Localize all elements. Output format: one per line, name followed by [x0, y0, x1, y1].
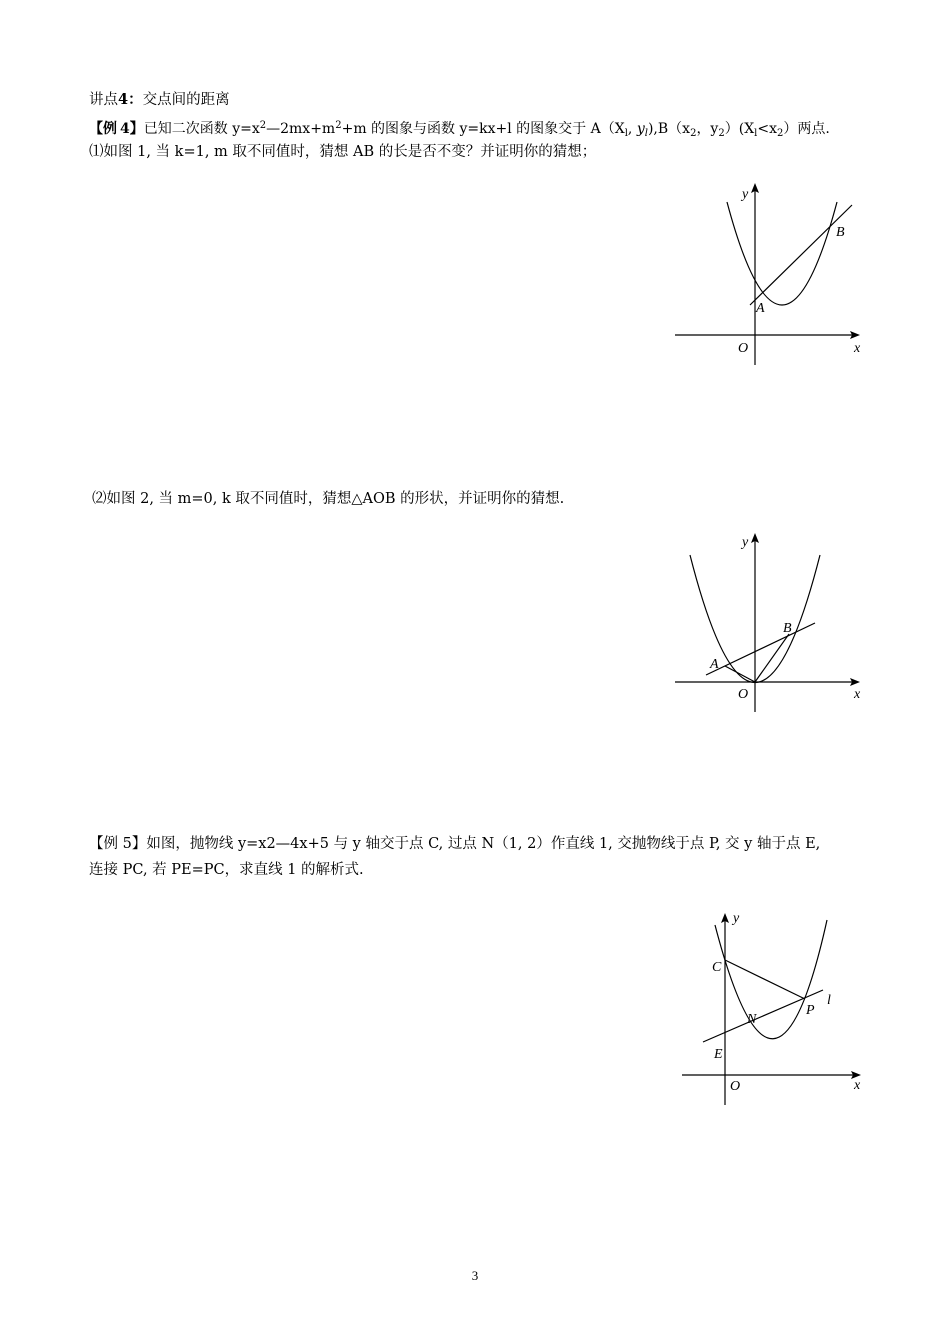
fig1-label-y: y — [742, 187, 749, 202]
fig1-label-x: x — [854, 341, 861, 356]
figure-2 — [670, 530, 870, 720]
fig2-label-b: B — [783, 621, 792, 636]
example4-statement — [89, 116, 830, 144]
figure-1 — [670, 180, 870, 370]
ex4-text: ),B（x — [647, 121, 691, 137]
fig3-label-n: N — [747, 1012, 757, 1027]
fig3-label-l: l — [827, 993, 831, 1008]
fig2-label-o: O — [738, 687, 749, 702]
example4-tag-open: 【例 — [89, 121, 117, 137]
fig1-parabola — [727, 202, 837, 305]
ex4-sub: 2 — [777, 128, 784, 139]
fig3-label-o: O — [730, 1079, 741, 1094]
example4-question1: ⑴如图 1, 当 k=1, m 取不同值时，猜想 AB 的长是否不变？并证明你的猜想； — [89, 144, 597, 160]
fig2-axes — [675, 538, 855, 712]
fig2-segment-oa — [725, 666, 755, 682]
ex4-sub: l — [754, 128, 758, 139]
fig1-line — [750, 205, 852, 305]
ex4-text: , — [627, 121, 633, 137]
ex4-sup: 2 — [335, 120, 342, 131]
ex4-sup: 2 — [259, 120, 267, 131]
ex4-text: ，y — [696, 121, 719, 137]
fig3-label-c: C — [712, 960, 722, 975]
section-heading — [89, 90, 230, 110]
fig3-label-y: y — [733, 911, 740, 926]
ex4-italic: y — [636, 121, 645, 137]
ex4-text: —2mx+m — [266, 121, 336, 137]
section-title: 交点间的距离 — [142, 92, 230, 108]
ex4-text: <x — [757, 121, 778, 137]
example4-tag-num: 4 — [120, 121, 130, 137]
ex4-sub: l — [644, 128, 648, 139]
ex4-text: +m 的图象与函数 y=kx+l 的图象交于 A（X — [341, 121, 625, 137]
fig2-label-a: A — [710, 657, 719, 672]
section-label: 讲点 — [89, 92, 118, 108]
page-number: 3 — [471, 1268, 479, 1283]
ex4-sub: 2 — [718, 128, 725, 139]
ex4-sub: l — [624, 128, 628, 139]
fig2-label-x: x — [854, 687, 861, 702]
ex4-text: ）(X — [724, 121, 755, 137]
example5-line2: 连接 PC, 若 PE=PC，求直线 1 的解析式. — [89, 862, 364, 878]
fig3-line-l — [703, 990, 823, 1042]
fig1-label-a: A — [756, 301, 765, 316]
fig3-label-x: x — [854, 1078, 861, 1093]
section-sep: ： — [128, 91, 143, 108]
example4-question2: ⑵如图 2, 当 m=0, k 取不同值时，猜想△AOB 的形状，并证明你的猜想. — [92, 491, 565, 507]
section-number: 4 — [118, 91, 129, 108]
fig2-label-y: y — [742, 535, 749, 550]
example5-line1: 【例 5】如图，抛物线 y=x2—4x+5 与 y 轴交于点 C, 过点 N（1, 2）作直线 1, 交抛物线于点 P, 交 y 轴于点 E, — [89, 836, 821, 852]
fig2-line — [706, 623, 815, 675]
fig1-label-b: B — [836, 225, 845, 240]
ex4-text: ）两点. — [783, 121, 830, 137]
fig1-axes — [675, 188, 855, 365]
ex4-sub: 2 — [690, 128, 697, 139]
fig3-axes — [682, 919, 855, 1105]
fig3-parabola — [715, 920, 827, 1039]
figure-3 — [675, 905, 875, 1110]
fig3-label-p: P — [806, 1003, 815, 1018]
ex4-text: 已知二次函数 y=x — [143, 121, 260, 137]
fig1-label-o: O — [738, 341, 749, 356]
fig3-label-e: E — [714, 1047, 723, 1062]
example4-tag-close: 】 — [129, 121, 144, 137]
